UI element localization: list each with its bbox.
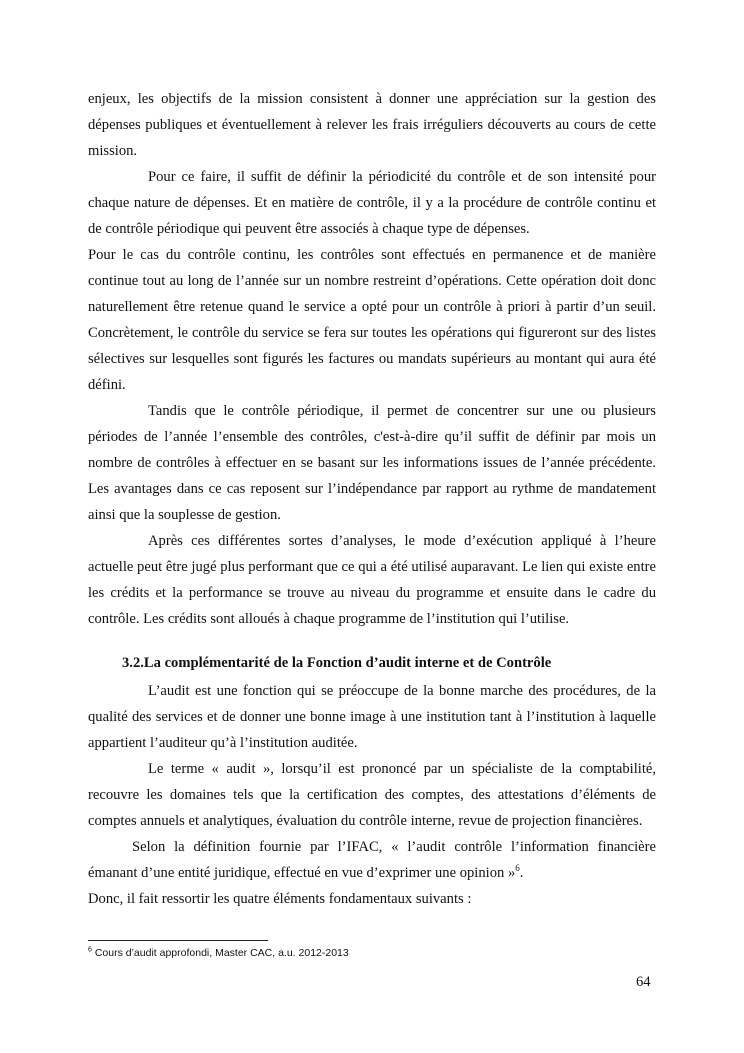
footnote-reference[interactable]: 6: [515, 863, 520, 874]
paragraph-execution-mode: Après ces différentes sortes d’analyses, le mode d’exécution appliqué à l’heure actuelle peut être jugé plus performant que ce qui a été utilisé auparavant. Le lien qui existe entre les crédits et la performance se trouve au niveau du programme et ensuite dans le cadre du contrôle. Les crédits sont alloués à chaque programme de l’institution qui l’utilise.: [88, 533, 656, 627]
section-heading: 3.2.La complémentarité de la Fonction d’audit interne et de Contrôle: [122, 655, 552, 671]
paragraph-control-periodicity: Pour ce faire, il suffit de définir la périodicité du contrôle et de son intensité pour chaque nature de dépenses. Et en matière de contrôle, il y a la procédure de contrôle continu et de contrôle périodique qui peuvent être associés à chaque type de dépenses.: [88, 169, 656, 237]
paragraph-audit-term: Le terme « audit », lorsqu’il est prononcé par un spécialiste de la comptabilité, recouvre les domaines tels que la certification des comptes, des attestations d’éléments de comptes annuels et analytiques, évaluation du contrôle interne, revue de projection financières.: [88, 761, 656, 829]
page-body: [88, 86, 656, 912]
paragraph-audit-function: L’audit est une fonction qui se préoccupe de la bonne marche des procédures, de la qualité des services et de donner une bonne image à une institution tant à l’institution à laquelle appartient l’auditeur qu’à l’institution auditée.: [88, 683, 656, 751]
paragraph-closing-line: Donc, il fait ressortir les quatre éléments fondamentaux suivants :: [88, 891, 472, 907]
paragraph-periodic-control: Tandis que le contrôle périodique, il permet de concentrer sur une ou plusieurs périodes de l’année l’ensemble des contrôles, c'est-à-dire qu’il suffit de définir par mois un nombre de contrôles à effectuer en se basant sur les informations issues de l’année précédente. Les avantages dans ce cas reposent sur l’indépendance par rapport au rythme de mandatement ainsi que la souplesse de gestion.: [88, 403, 656, 523]
footnote: [88, 947, 349, 959]
page-number: 64: [636, 974, 651, 990]
paragraph-mission-objectives: enjeux, les objectifs de la mission consistent à donner une appréciation sur la gestion des dépenses publiques et éventuellement à relever les frais irréguliers découverts au cours de cette mission.: [88, 91, 656, 159]
footnote-text: Cours d’audit approfondi, Master CAC, a.u. 2012-2013: [94, 947, 349, 959]
ifac-definition-text: Selon la définition fournie par l’IFAC, « l’audit contrôle l’information financière émanant d’une entité juridique, effectué en vue d’exprimer une opinion »: [88, 839, 656, 881]
footnote-divider: [88, 940, 268, 941]
footnote-number: 6: [88, 946, 92, 954]
paragraph-ifac-definition: Selon la définition fournie par l’IFAC, « l’audit contrôle l’information financière émanant d’une entité juridique, effectué en vue d’exprimer une opinion »$^6$.: [88, 839, 656, 881]
paragraph-continuous-control: Pour le cas du contrôle continu, les contrôles sont effectués en permanence et de manière continue tout au long de l’année sur un nombre restreint d’opérations. Cette opération doit donc naturellement être retenue quand le service a opté pour un contrôle à priori à partir d’un seuil. Concrètement, le contrôle du service se fera sur toutes les opérations qui figureront sur des listes sélectives sur lesquelles sont figurés les factures ou mandats supérieurs au montant qui aura été défini.: [88, 247, 656, 393]
